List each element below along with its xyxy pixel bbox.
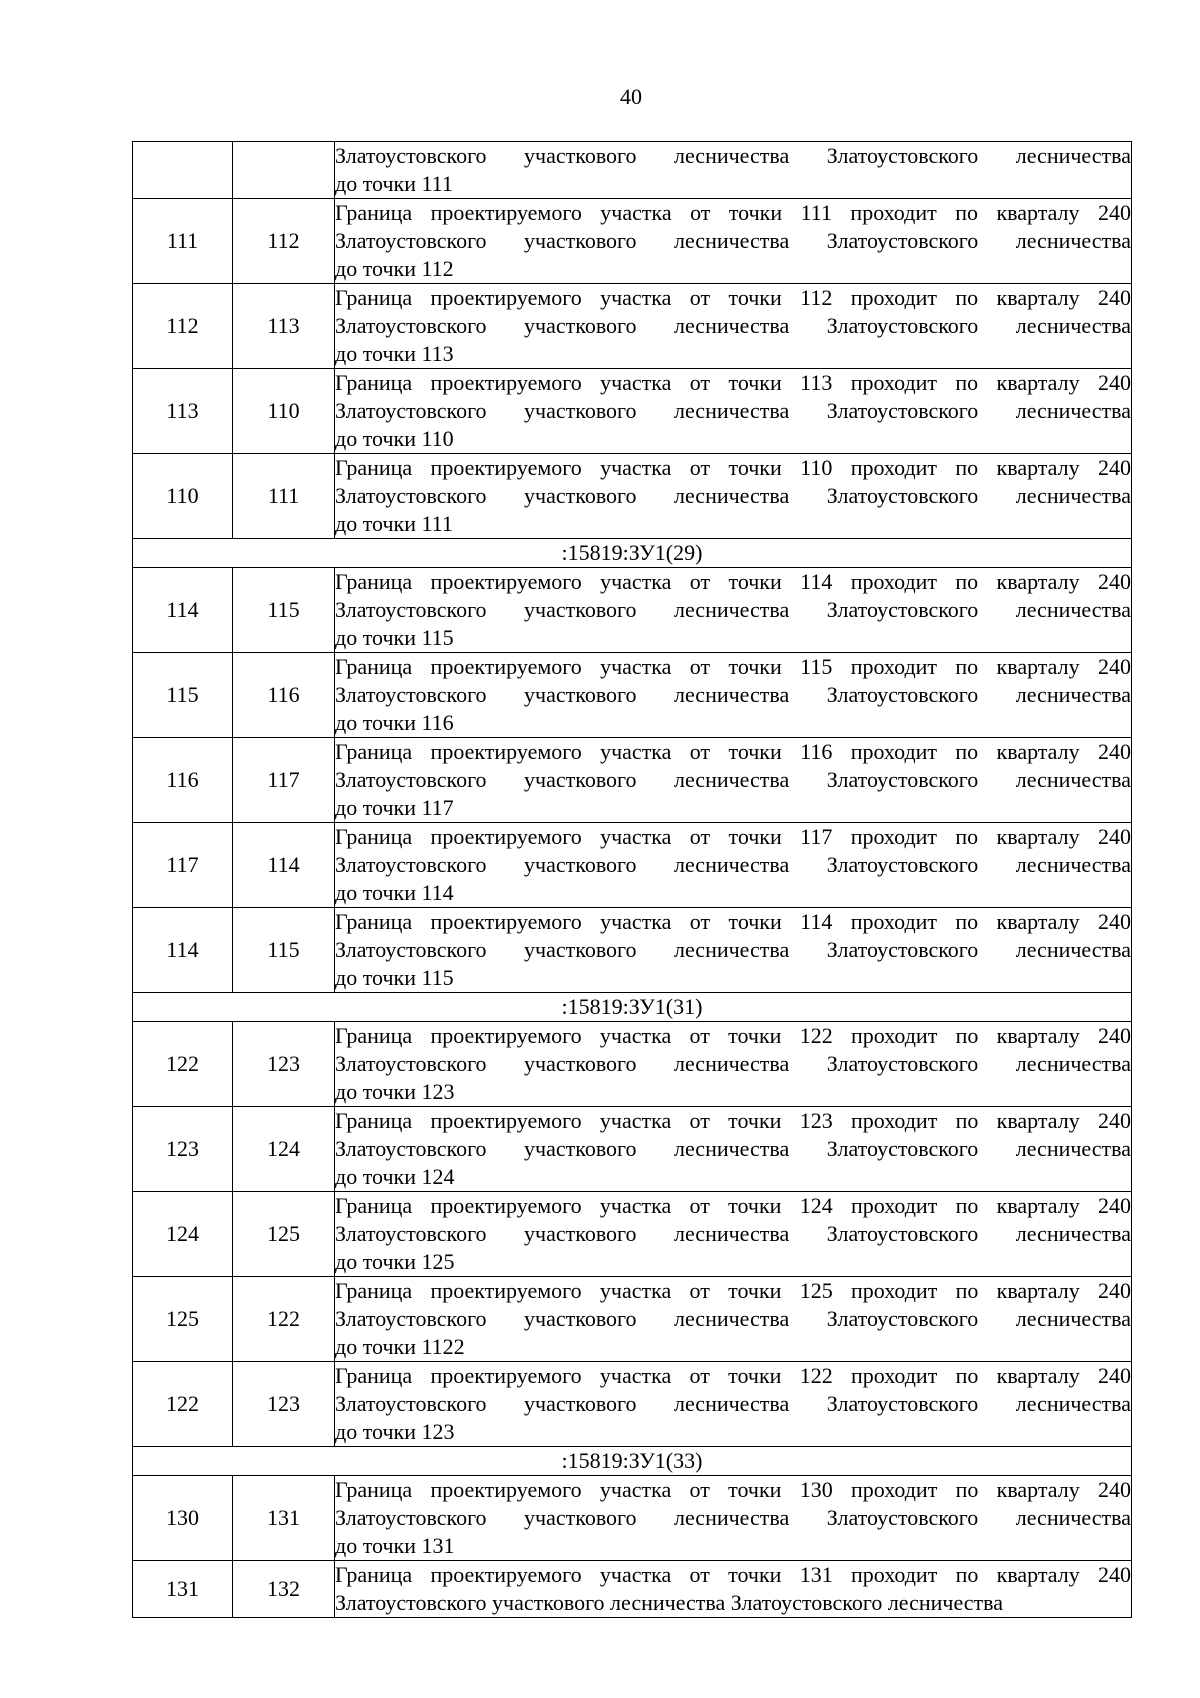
description-line: до точки 117 [335, 795, 454, 820]
point-from-cell: 112 [133, 284, 233, 369]
description-line: Златоустовского участкового лесничества Златоустовского лесничества [335, 852, 1131, 877]
description-cell [335, 369, 1132, 454]
description-cell [335, 653, 1132, 738]
table-row [133, 1362, 1132, 1447]
description-line: Златоустовского участкового лесничества Златоустовского лесничества [335, 682, 1131, 707]
description-line: Златоустовского участкового лесничества Златоустовского лесничества [335, 1136, 1131, 1161]
description-line: Граница проектируемого участка от точки 113 проходит по кварталу 240 [335, 370, 1131, 395]
point-from-cell: 130 [133, 1476, 233, 1561]
section-label: :15819:ЗУ1(31) [133, 993, 1132, 1022]
point-from-cell: 123 [133, 1107, 233, 1192]
description-line: Златоустовского участкового лесничества Златоустовского лесничества [335, 1051, 1131, 1076]
description-cell [335, 1192, 1132, 1277]
description-line: Златоустовского участкового лесничества Златоустовского лесничества [335, 483, 1131, 508]
description-line: Златоустовского участкового лесничества Златоустовского лесничества [335, 143, 1131, 168]
table-row [133, 142, 1132, 199]
description-cell [335, 908, 1132, 993]
point-to-cell: 111 [233, 454, 335, 539]
description-cell [335, 568, 1132, 653]
table-row [133, 1277, 1132, 1362]
description-line: Граница проектируемого участка от точки 111 проходит по кварталу 240 [335, 200, 1131, 225]
point-from-cell: 125 [133, 1277, 233, 1362]
table-row [133, 653, 1132, 738]
table-row [133, 1107, 1132, 1192]
description-line: Златоустовского участкового лесничества Златоустовского лесничества [335, 1391, 1131, 1416]
description-line: до точки 115 [335, 965, 454, 990]
description-line: до точки 1122 [335, 1334, 465, 1359]
description-line: Граница проектируемого участка от точки 122 проходит по кварталу 240 [335, 1023, 1131, 1048]
point-from-cell: 114 [133, 568, 233, 653]
description-line: Граница проектируемого участка от точки 115 проходит по кварталу 240 [335, 654, 1131, 679]
point-to-cell: 122 [233, 1277, 335, 1362]
point-to-cell: 117 [233, 738, 335, 823]
description-line: Златоустовского участкового лесничества Златоустовского лесничества [335, 1505, 1131, 1530]
description-cell [335, 1476, 1132, 1561]
table-row [133, 284, 1132, 369]
description-line: до точки 123 [335, 1419, 455, 1444]
point-from-cell: 122 [133, 1022, 233, 1107]
description-line: до точки 124 [335, 1164, 455, 1189]
section-header-row [133, 1447, 1132, 1476]
point-from-cell: 114 [133, 908, 233, 993]
point-from-cell: 113 [133, 369, 233, 454]
description-line: Граница проектируемого участка от точки 131 проходит по кварталу 240 [335, 1562, 1131, 1587]
description-cell [335, 823, 1132, 908]
description-line: до точки 131 [335, 1533, 455, 1558]
description-cell [335, 454, 1132, 539]
point-to-cell: 123 [233, 1362, 335, 1447]
description-line: до точки 114 [335, 880, 454, 905]
description-line: Граница проектируемого участка от точки 124 проходит по кварталу 240 [335, 1193, 1131, 1218]
description-line: Граница проектируемого участка от точки 114 проходит по кварталу 240 [335, 909, 1131, 934]
table-row [133, 738, 1132, 823]
table-row [133, 823, 1132, 908]
point-to-cell: 115 [233, 568, 335, 653]
description-line: до точки 113 [335, 341, 454, 366]
description-line: Граница проектируемого участка от точки 122 проходит по кварталу 240 [335, 1363, 1131, 1388]
description-line: Граница проектируемого участка от точки 130 проходит по кварталу 240 [335, 1477, 1131, 1502]
description-line: до точки 115 [335, 625, 454, 650]
point-to-cell [233, 142, 335, 199]
point-to-cell: 116 [233, 653, 335, 738]
description-line: до точки 112 [335, 256, 454, 281]
boundary-table-body [133, 142, 1132, 1618]
table-row [133, 199, 1132, 284]
section-header-row [133, 993, 1132, 1022]
table-row [133, 1561, 1132, 1618]
description-line: Граница проектируемого участка от точки 110 проходит по кварталу 240 [335, 455, 1131, 480]
description-line: Граница проектируемого участка от точки 117 проходит по кварталу 240 [335, 824, 1131, 849]
description-line: до точки 123 [335, 1079, 455, 1104]
point-to-cell: 115 [233, 908, 335, 993]
point-to-cell: 124 [233, 1107, 335, 1192]
point-from-cell: 131 [133, 1561, 233, 1618]
description-line: до точки 116 [335, 710, 454, 735]
table-row [133, 568, 1132, 653]
point-to-cell: 123 [233, 1022, 335, 1107]
point-to-cell: 114 [233, 823, 335, 908]
description-line: Граница проектируемого участка от точки 114 проходит по кварталу 240 [335, 569, 1131, 594]
description-cell [335, 142, 1132, 199]
description-line: Граница проектируемого участка от точки 123 проходит по кварталу 240 [335, 1108, 1131, 1133]
description-cell [335, 1107, 1132, 1192]
section-header-row [133, 539, 1132, 568]
description-line: Граница проектируемого участка от точки 116 проходит по кварталу 240 [335, 739, 1131, 764]
description-cell [335, 1277, 1132, 1362]
table-row [133, 1476, 1132, 1561]
description-cell [335, 1561, 1132, 1618]
description-cell [335, 199, 1132, 284]
description-line: Златоустовского участкового лесничества Златоустовского лесничества [335, 767, 1131, 792]
point-from-cell [133, 142, 233, 199]
point-to-cell: 113 [233, 284, 335, 369]
boundary-table [132, 141, 1132, 1618]
table-row [133, 1022, 1132, 1107]
point-from-cell: 115 [133, 653, 233, 738]
table-row [133, 454, 1132, 539]
point-to-cell: 112 [233, 199, 335, 284]
description-line: до точки 110 [335, 426, 454, 451]
point-from-cell: 116 [133, 738, 233, 823]
table-row [133, 1192, 1132, 1277]
point-from-cell: 110 [133, 454, 233, 539]
description-line: Златоустовского участкового лесничества Златоустовского лесничества [335, 313, 1131, 338]
point-from-cell: 124 [133, 1192, 233, 1277]
description-line: Златоустовского участкового лесничества Златоустовского лесничества [335, 597, 1131, 622]
point-from-cell: 122 [133, 1362, 233, 1447]
page-number: 40 [620, 84, 642, 109]
description-line: Златоустовского участкового лесничества Златоустовского лесничества [335, 1306, 1131, 1331]
point-to-cell: 110 [233, 369, 335, 454]
point-to-cell: 131 [233, 1476, 335, 1561]
description-line: до точки 125 [335, 1249, 455, 1274]
point-to-cell: 125 [233, 1192, 335, 1277]
description-cell [335, 1022, 1132, 1107]
description-line: Златоустовского участкового лесничества Златоустовского лесничества [335, 1221, 1131, 1246]
description-line: Златоустовского участкового лесничества Златоустовского лесничества [335, 228, 1131, 253]
description-cell [335, 1362, 1132, 1447]
section-label: :15819:ЗУ1(33) [133, 1447, 1132, 1476]
description-line: до точки 111 [335, 511, 453, 536]
table-row [133, 369, 1132, 454]
description-line: Златоустовского участкового лесничества Златоустовского лесничества [335, 1590, 1004, 1615]
point-from-cell: 117 [133, 823, 233, 908]
description-line: Златоустовского участкового лесничества Златоустовского лесничества [335, 398, 1131, 423]
description-line: Граница проектируемого участка от точки 125 проходит по кварталу 240 [335, 1278, 1131, 1303]
description-line: до точки 111 [335, 171, 453, 196]
description-cell [335, 284, 1132, 369]
table-row [133, 908, 1132, 993]
description-line: Златоустовского участкового лесничества Златоустовского лесничества [335, 937, 1131, 962]
point-from-cell: 111 [133, 199, 233, 284]
point-to-cell: 132 [233, 1561, 335, 1618]
description-cell [335, 738, 1132, 823]
section-label: :15819:ЗУ1(29) [133, 539, 1132, 568]
description-line: Граница проектируемого участка от точки 112 проходит по кварталу 240 [335, 285, 1131, 310]
